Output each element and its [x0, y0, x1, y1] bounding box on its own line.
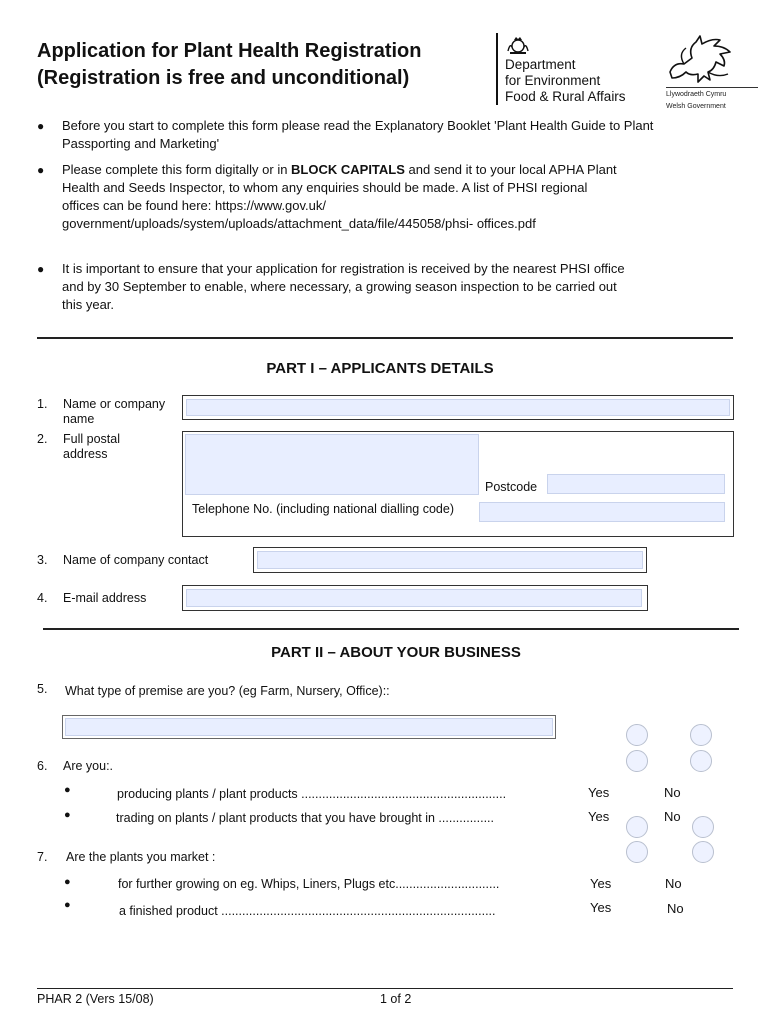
q6-opt2-yes-label: Yes [588, 809, 610, 824]
postcode-label: Postcode [485, 480, 538, 494]
intro-bullet-2-post: and send it to your local APHA Plant Health and Seeds Inspector, to whom any enquiries should be made. A list of PHSI regional offices can be found here: https://www.gov.uk/ government/uploads/system/uploads/attachment_data/file/445058/phsi- offices.pdf [62, 162, 617, 231]
premise-field-frame [62, 715, 556, 739]
welsh-logo-divider [666, 87, 758, 88]
title-line-1: Application for Plant Health Registration [37, 40, 422, 62]
title-line-2: (Registration is free and unconditional) [37, 67, 410, 89]
q5-number: 5. [37, 682, 48, 696]
q7-label: Are the plants you market : [66, 850, 216, 864]
q2-number: 2. [37, 432, 48, 446]
q7-number: 7. [37, 850, 48, 864]
page-number: 1 of 2 [380, 992, 412, 1006]
q7-opt2-no-radio[interactable] [692, 841, 714, 863]
q6-opt1-yes-radio[interactable] [626, 724, 648, 746]
intro-bullet-2-text [62, 161, 622, 233]
q4-label: E-mail address [63, 591, 147, 605]
section-divider [37, 337, 733, 339]
part1-heading: PART I – APPLICANTS DETAILS [266, 360, 494, 377]
q6-opt2-no-radio[interactable] [690, 750, 712, 772]
company-contact-input[interactable] [257, 551, 643, 569]
bullet-dot-icon: ● [64, 876, 71, 888]
q7-opt2-yes-label: Yes [590, 900, 612, 915]
q7-opt1-yes-label: Yes [590, 876, 612, 891]
contact-field-frame [253, 547, 647, 573]
telephone-input[interactable] [479, 502, 725, 522]
defra-logo-bar [496, 33, 498, 105]
q7-opt1-yes-radio[interactable] [626, 816, 648, 838]
premise-type-input[interactable] [65, 718, 553, 736]
section-divider [43, 628, 739, 630]
postcode-input[interactable] [547, 474, 725, 494]
email-field-frame [182, 585, 648, 611]
defra-logo [496, 33, 656, 107]
address-box [182, 431, 734, 537]
bullet-dot-icon: ● [64, 784, 71, 796]
q7-opt2-yes-radio[interactable] [626, 841, 648, 863]
bullet-dot-icon: ● [64, 899, 71, 911]
company-name-input[interactable] [186, 399, 730, 416]
name-field-frame [182, 395, 734, 420]
postal-address-input[interactable] [185, 434, 479, 495]
q1-number: 1. [37, 397, 48, 411]
q6-opt1-no-radio[interactable] [690, 724, 712, 746]
welsh-government-logo [660, 32, 760, 110]
intro-bullet-1-text: Before you start to complete this form please read the Explanatory Booklet 'Plant Health Guide to Plant Passporting and Marketing' [62, 118, 654, 151]
welsh-dragon-icon [664, 32, 736, 86]
q6-label: Are you:. [63, 759, 114, 773]
q7-option-further-growing: for further growing on eg. Whips, Liners, Plugs etc.............................. [118, 877, 500, 891]
q3-label: Name of company contact [63, 553, 209, 567]
telephone-label: Telephone No. (including national dialling code) [192, 502, 454, 516]
q6-opt2-yes-radio[interactable] [626, 750, 648, 772]
footer-rule [37, 988, 733, 989]
form-title [37, 38, 421, 92]
q2-label: Full postal address [63, 432, 120, 461]
bullet-dot-icon: ● [37, 119, 45, 133]
royal-crest-icon [506, 35, 530, 55]
q7-opt2-no-label: No [667, 901, 684, 916]
email-input[interactable] [186, 589, 642, 607]
defra-name: Department for Environment Food & Rural Affairs [505, 57, 626, 104]
q6-number: 6. [37, 759, 48, 773]
q6-opt2-no-label: No [664, 809, 681, 824]
q6-opt1-no-label: No [664, 785, 681, 800]
q7-option-finished-product: a finished product ............................................................................... [119, 904, 496, 918]
q6-opt1-yes-label: Yes [588, 785, 610, 800]
welsh-government-name: Llywodraeth Cymru Welsh Government [666, 91, 727, 110]
bullet-dot-icon: ● [64, 809, 71, 821]
part2-heading: PART II – ABOUT YOUR BUSINESS [271, 644, 521, 661]
q5-label: What type of premise are you? (eg Farm, Nursery, Office):: [65, 684, 390, 698]
intro-bullet-2-pre: Please complete this form digitally or in [62, 162, 292, 177]
bullet-dot-icon: ● [37, 163, 45, 177]
q6-option-trading: trading on plants / plant products that you have brought in ................ [116, 811, 495, 825]
q7-opt1-no-label: No [665, 876, 682, 891]
form-code: PHAR 2 (Vers 15/08) [37, 992, 154, 1006]
q7-opt1-no-radio[interactable] [692, 816, 714, 838]
q6-option-producing: producing plants / plant products ........................................................... [117, 787, 507, 801]
block-capitals-emphasis: BLOCK CAPITALS [291, 162, 405, 177]
intro-bullet-3-text: It is important to ensure that your application for registration is received by the nearest PHSI office and by 30 September to enable, where necessary, a growing season inspection to be carried out this year. [62, 261, 625, 312]
q1-label: Name or company name [63, 397, 166, 426]
q4-number: 4. [37, 591, 48, 605]
q3-number: 3. [37, 553, 48, 567]
bullet-dot-icon: ● [37, 262, 45, 276]
